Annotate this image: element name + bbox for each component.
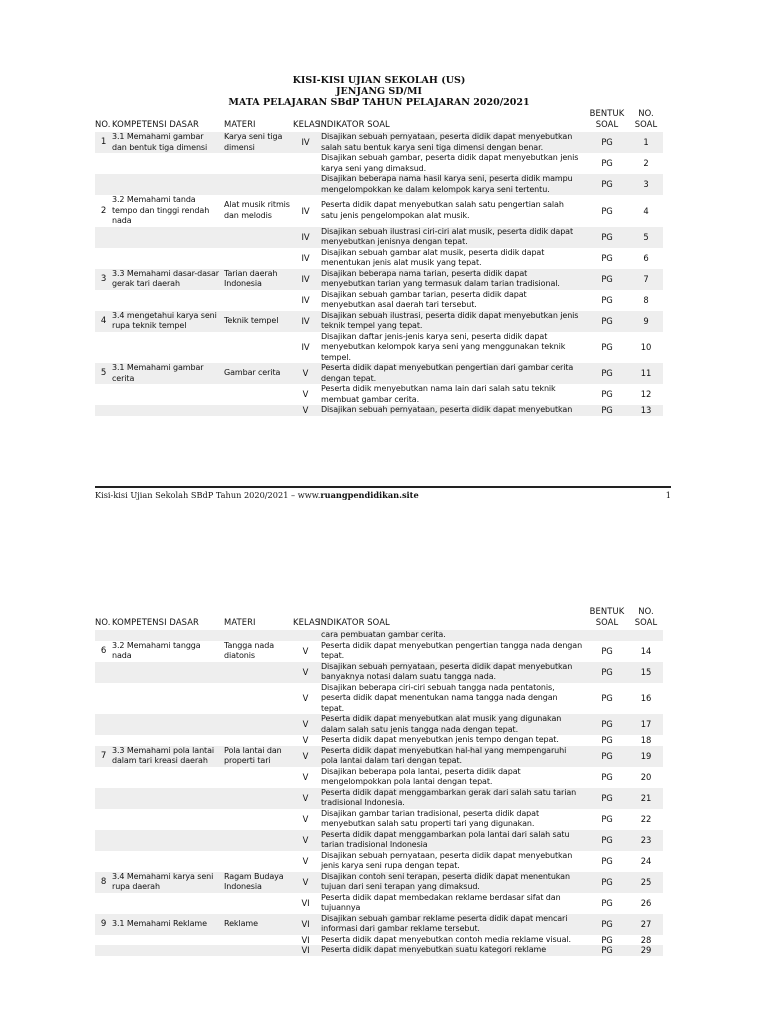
table-row xyxy=(95,332,663,364)
kompetensi-dasar-cell: 3.4 mengetahui karya seni rupa teknik tempel xyxy=(112,311,224,332)
table-row xyxy=(95,767,663,788)
header-indikator-soal: INDIKATOR SOAL xyxy=(318,119,390,129)
no-soal-cell: 2 xyxy=(643,158,649,169)
no-soal-cell: 26 xyxy=(640,897,652,908)
no-soal-cell: 5 xyxy=(629,227,663,248)
no-soal-cell: 29 xyxy=(629,945,663,956)
row-number xyxy=(95,662,112,683)
kompetensi-dasar-cell xyxy=(112,683,224,715)
row-number xyxy=(95,405,112,416)
materi-cell: Karya seni tiga dimensi xyxy=(224,132,293,153)
table-body-page-2 xyxy=(95,630,663,956)
header-bentuk-soal: BENTUK SOAL xyxy=(589,606,625,627)
no-soal-cell: 20 xyxy=(640,771,652,782)
bentuk-soal-cell: PG xyxy=(601,645,613,656)
kelas-cell: IV xyxy=(293,311,318,332)
indikator-cell: Disajikan sebuah ilustrasi ciri-ciri alat musik, peserta didik dapat menyebutkan jenisnya dengan tepat. xyxy=(318,227,585,248)
no-soal-cell: 1 xyxy=(629,132,663,153)
materi-cell xyxy=(224,851,293,872)
kelas-cell: IV xyxy=(301,205,310,216)
indikator-cell: Disajikan sebuah gambar reklame peserta didik dapat mencari informasi dari gambar reklame tersebut. xyxy=(318,914,585,935)
kompetensi-dasar-cell: 3.3 Memahami dasar-dasar gerak tari daerah xyxy=(112,269,224,290)
kelas-cell: VI xyxy=(301,934,310,945)
no-soal-cell: 16 xyxy=(640,693,652,703)
bentuk-soal-cell: PG xyxy=(585,227,629,248)
bentuk-soal-cell: PG xyxy=(601,735,613,745)
table-row xyxy=(95,269,663,290)
table-row xyxy=(95,132,663,153)
footer-site: ruangpendidikan.site xyxy=(320,490,419,500)
indikator-cell: Disajikan beberapa nama hasil karya seni, peserta didik mampu mengelompokkan ke dalam kelompok karya seni tertentu. xyxy=(318,174,585,195)
bentuk-soal-cell: PG xyxy=(585,662,629,683)
bentuk-soal-cell: PG xyxy=(601,934,613,945)
row-number xyxy=(95,809,112,830)
kompetensi-dasar-cell xyxy=(112,851,224,872)
materi-cell xyxy=(224,683,293,715)
materi-cell: Tangga nada diatonis xyxy=(224,640,274,660)
row-number: 4 xyxy=(95,311,112,332)
table-row xyxy=(95,153,663,174)
kelas-cell: V xyxy=(293,714,318,735)
no-soal-cell: 7 xyxy=(629,269,663,290)
kelas-cell: V xyxy=(293,405,318,416)
row-number: 9 xyxy=(95,914,112,935)
kelas-cell: V xyxy=(293,830,318,851)
bentuk-soal-cell: PG xyxy=(585,405,629,416)
table-row xyxy=(95,872,663,893)
materi-cell: Tarian daerah Indonesia xyxy=(224,269,293,290)
row-number xyxy=(95,714,112,735)
materi-cell xyxy=(224,735,293,746)
table-row xyxy=(95,662,663,683)
table-row xyxy=(95,851,663,872)
bentuk-soal-cell: PG xyxy=(585,363,629,384)
bentuk-soal-cell: PG xyxy=(585,269,629,290)
materi-cell xyxy=(224,788,293,809)
header-materi: MATERI xyxy=(224,617,256,627)
kelas-cell: IV xyxy=(301,342,310,352)
materi-cell xyxy=(224,227,293,248)
kompetensi-dasar-cell xyxy=(112,630,224,641)
table-body-page-1 xyxy=(95,132,663,416)
indikator-cell: Peserta didik dapat menyebutkan pengertian tangga nada dengan tepat. xyxy=(321,640,583,660)
bentuk-soal-cell: PG xyxy=(585,174,629,195)
kompetensi-dasar-cell xyxy=(112,735,224,746)
no-soal-cell: 17 xyxy=(629,714,663,735)
materi-cell xyxy=(224,714,293,735)
row-number: 2 xyxy=(100,205,107,216)
indikator-cell: Peserta didik menyebutkan nama lain dari salah satu teknik membuat gambar cerita. xyxy=(321,384,556,404)
page-2 xyxy=(95,606,663,956)
kompetensi-dasar-cell xyxy=(112,248,224,269)
row-number: 7 xyxy=(95,746,112,767)
kompetensi-dasar-cell xyxy=(112,662,224,683)
bentuk-soal-cell: PG xyxy=(585,872,629,893)
no-soal-cell: 22 xyxy=(640,813,652,824)
indikator-cell: Disajikan gambar tarian tradisional, peserta didik dapat menyebutkan salah satu properti tari yang digunakan. xyxy=(321,808,539,828)
kelas-cell xyxy=(293,630,318,641)
table-row xyxy=(95,290,663,311)
header-kelas: KELAS xyxy=(293,617,321,627)
header-indikator-soal: INDIKATOR SOAL xyxy=(318,617,390,627)
kisi-kisi-table-page-1 xyxy=(95,108,663,416)
row-number: 5 xyxy=(95,363,112,384)
bentuk-soal-cell: PG xyxy=(585,914,629,935)
no-soal-cell: 21 xyxy=(629,788,663,809)
bentuk-soal-cell: PG xyxy=(585,311,629,332)
table-row xyxy=(95,714,663,735)
kelas-cell: V xyxy=(302,771,309,782)
kompetensi-dasar-cell: 3.2 Memahami tangga nada xyxy=(112,640,201,660)
header-materi: MATERI xyxy=(224,119,256,129)
bentuk-soal-cell: PG xyxy=(585,714,629,735)
materi-cell xyxy=(224,174,293,195)
materi-cell: Gambar cerita xyxy=(224,363,293,384)
header-bentuk-soal: BENTUK SOAL xyxy=(589,108,625,129)
title-line: JENJANG SD/MI xyxy=(336,86,422,97)
kompetensi-dasar-cell xyxy=(112,227,224,248)
no-soal-cell: 10 xyxy=(640,342,652,352)
no-soal-cell: 25 xyxy=(629,872,663,893)
indikator-cell: Peserta didik dapat menyebutkan jenis tempo dengan tepat. xyxy=(321,735,559,744)
kelas-cell: V xyxy=(293,872,318,893)
no-soal-cell: 13 xyxy=(629,405,663,416)
kompetensi-dasar-cell xyxy=(112,945,224,956)
indikator-cell: Disajikan contoh seni terapan, peserta didik dapat menentukan tujuan dari seni terapan yang dimaksud. xyxy=(318,872,585,893)
row-number xyxy=(95,630,112,641)
header-no: NO. xyxy=(95,617,111,627)
row-number xyxy=(95,290,112,311)
table-row xyxy=(95,914,663,935)
materi-cell: Pola lantai dan properti tari xyxy=(224,746,293,767)
materi-cell xyxy=(224,767,293,788)
kompetensi-dasar-cell xyxy=(112,830,224,851)
table-row xyxy=(95,363,663,384)
materi-cell xyxy=(224,248,293,269)
header-kompetensi-dasar: KOMPETENSI DASAR xyxy=(112,119,199,129)
table-header-row xyxy=(95,606,663,630)
kompetensi-dasar-cell xyxy=(112,174,224,195)
kompetensi-dasar-cell: 3.1 Memahami gambar dan bentuk tiga dimensi xyxy=(112,132,224,153)
table-row xyxy=(95,809,663,830)
no-soal-cell: 15 xyxy=(629,662,663,683)
table-row xyxy=(95,935,663,946)
kelas-cell: V xyxy=(302,735,309,745)
kompetensi-dasar-cell: 3.1 Memahami Reklame xyxy=(112,914,224,935)
no-soal-cell: 6 xyxy=(643,252,649,263)
kompetensi-dasar-cell xyxy=(112,405,224,416)
row-number: 8 xyxy=(95,872,112,893)
bentuk-soal-cell: PG xyxy=(585,788,629,809)
bentuk-soal-cell: PG xyxy=(601,205,613,216)
bentuk-soal-cell: PG xyxy=(585,830,629,851)
table-row xyxy=(95,405,663,416)
header-no-soal: NO. SOAL xyxy=(634,606,658,627)
row-number xyxy=(95,830,112,851)
row-number: 6 xyxy=(100,645,107,656)
materi-cell xyxy=(224,630,293,641)
no-soal-cell: 28 xyxy=(640,934,652,945)
materi-cell xyxy=(224,662,293,683)
materi-cell xyxy=(224,153,293,174)
indikator-cell: Peserta didik dapat menggambarkan gerak dari salah satu tarian tradisional Indonesia. xyxy=(318,788,585,809)
table-row xyxy=(95,641,663,662)
kelas-cell: V xyxy=(302,693,309,703)
bentuk-soal-cell: PG xyxy=(601,389,613,400)
row-number xyxy=(95,153,112,174)
row-number xyxy=(95,174,112,195)
no-soal-cell: 18 xyxy=(640,735,652,745)
no-soal-cell: 23 xyxy=(629,830,663,851)
table-row xyxy=(95,945,663,956)
table-row xyxy=(95,195,663,227)
header-no: NO. xyxy=(95,119,111,129)
kompetensi-dasar-cell xyxy=(112,788,224,809)
kelas-cell: VI xyxy=(293,914,318,935)
indikator-cell: Peserta didik dapat menyebutkan alat musik yang digunakan dalam salah satu jenis tangga nada dengan tepat. xyxy=(318,714,585,735)
kelas-cell: VI xyxy=(301,897,310,908)
indikator-cell: cara pembuatan gambar cerita. xyxy=(318,630,585,641)
kompetensi-dasar-cell xyxy=(112,153,224,174)
kompetensi-dasar-cell: 3.4 Memahami karya seni rupa daerah xyxy=(112,872,224,893)
footer-page-number: 1 xyxy=(665,490,671,500)
indikator-cell: Disajikan sebuah pernyataan, peserta didik dapat menyebutkan banyaknya notasi dalam suatu tangga nada. xyxy=(318,662,585,683)
indikator-cell: Peserta didik dapat menggambarkan pola lantai dari salah satu tarian tradisional Indonesia xyxy=(318,830,585,851)
row-number: 3 xyxy=(95,269,112,290)
bentuk-soal-cell: PG xyxy=(601,813,613,824)
header-kelas: KELAS xyxy=(293,119,321,129)
bentuk-soal-cell: PG xyxy=(601,897,613,908)
materi-cell: Ragam Budaya Indonesia xyxy=(224,872,293,893)
indikator-cell: Disajikan beberapa nama tarian, peserta didik dapat menyebutkan tarian yang termasuk dalam tarian tradisional. xyxy=(318,269,585,290)
no-soal-cell xyxy=(629,630,663,641)
kompetensi-dasar-cell: 3.3 Memahami pola lantai dalam tari kreasi daerah xyxy=(112,746,224,767)
indikator-cell: Peserta didik dapat menyebutkan salah satu pengertian salah satu jenis pengelompokan alat musik. xyxy=(321,200,564,220)
kompetensi-dasar-cell xyxy=(112,714,224,735)
table-row xyxy=(95,248,663,269)
kompetensi-dasar-cell: 3.2 Memahami tanda tempo dan tinggi rendah nada xyxy=(112,195,210,225)
kelas-cell: IV xyxy=(293,269,318,290)
materi-cell xyxy=(224,945,293,956)
row-number xyxy=(95,788,112,809)
table-row xyxy=(95,746,663,767)
kelas-cell: IV xyxy=(301,252,310,263)
indikator-cell: Peserta didik dapat menyebutkan contoh media reklame visual. xyxy=(321,934,571,944)
materi-cell xyxy=(224,405,293,416)
indikator-cell: Disajikan beberapa pola lantai, peserta didik dapat mengelompokkan pola lantai dengan tepat. xyxy=(321,766,521,786)
table-header-row xyxy=(95,108,663,132)
indikator-cell: Disajikan sebuah gambar tarian, peserta didik dapat menyebutkan asal daerah tari tersebut. xyxy=(321,289,527,309)
kompetensi-dasar-cell xyxy=(112,290,224,311)
kelas-cell: V xyxy=(302,855,309,866)
bentuk-soal-cell: PG xyxy=(585,945,629,956)
header-no-soal: NO. SOAL xyxy=(634,108,658,129)
kelas-cell xyxy=(293,174,318,195)
table-row xyxy=(95,227,663,248)
kelas-cell: V xyxy=(302,645,309,656)
no-soal-cell: 11 xyxy=(629,363,663,384)
indikator-cell: Peserta didik dapat menyebutkan suatu kategori reklame xyxy=(318,945,585,956)
bentuk-soal-cell: PG xyxy=(601,158,613,169)
indikator-cell: Disajikan sebuah gambar, peserta didik dapat menyebutkan jenis karya seni yang dimaksud. xyxy=(321,153,579,173)
kelas-cell: VI xyxy=(293,945,318,956)
no-soal-cell: 24 xyxy=(640,855,652,866)
bentuk-soal-cell: PG xyxy=(585,746,629,767)
kompetensi-dasar-cell xyxy=(112,767,224,788)
no-soal-cell: 4 xyxy=(643,205,649,216)
indikator-cell: Disajikan sebuah gambar alat musik, peserta didik dapat menentukan jenis alat musik yang tepat. xyxy=(321,247,545,267)
bentuk-soal-cell: PG xyxy=(601,342,613,352)
kompetensi-dasar-cell xyxy=(112,893,224,914)
no-soal-cell: 12 xyxy=(640,389,652,400)
indikator-cell: Disajikan beberapa ciri-ciri sebuah tangga nada pentatonis, peserta didik dapat menentukan nama tangga nada dengan tepat. xyxy=(321,682,558,713)
row-number xyxy=(95,735,112,746)
table-row xyxy=(95,788,663,809)
no-soal-cell: 19 xyxy=(629,746,663,767)
kelas-cell: IV xyxy=(301,294,310,305)
row-number xyxy=(95,227,112,248)
materi-cell: Alat musik ritmis dan melodis xyxy=(224,200,290,220)
page-1 xyxy=(95,75,663,416)
materi-cell: Reklame xyxy=(224,914,293,935)
materi-cell xyxy=(224,830,293,851)
materi-cell xyxy=(224,935,293,946)
indikator-cell: Peserta didik dapat menyebutkan pengertian dari gambar cerita dengan tepat. xyxy=(318,363,585,384)
no-soal-cell: 27 xyxy=(629,914,663,935)
kisi-kisi-table-page-2 xyxy=(95,606,663,956)
row-number xyxy=(95,332,112,364)
row-number xyxy=(95,683,112,715)
kelas-cell: V xyxy=(302,813,309,824)
bentuk-soal-cell: PG xyxy=(585,132,629,153)
bentuk-soal-cell: PG xyxy=(601,252,613,263)
indikator-cell: Peserta didik dapat menyebutkan hal-hal yang mempengaruhi pola lantai dalam tari dengan tepat. xyxy=(318,746,585,767)
bentuk-soal-cell: PG xyxy=(601,771,613,782)
bentuk-soal-cell xyxy=(585,630,629,641)
table-row xyxy=(95,174,663,195)
row-number xyxy=(95,935,112,946)
row-number xyxy=(95,945,112,956)
table-row xyxy=(95,830,663,851)
no-soal-cell: 9 xyxy=(629,311,663,332)
kelas-cell: V xyxy=(293,788,318,809)
page-footer xyxy=(95,486,671,500)
document-title xyxy=(95,75,663,108)
row-number: 1 xyxy=(95,132,112,153)
indikator-cell: Peserta didik dapat membedakan reklame berdasar sifat dan tujuannya xyxy=(321,892,561,912)
kelas-cell: V xyxy=(302,389,309,400)
row-number xyxy=(95,384,112,405)
kelas-cell: V xyxy=(293,662,318,683)
kompetensi-dasar-cell xyxy=(112,384,224,405)
row-number xyxy=(95,248,112,269)
kompetensi-dasar-cell: 3.1 Memahami gambar cerita xyxy=(112,363,224,384)
materi-cell xyxy=(224,893,293,914)
title-line: MATA PELAJARAN SBdP TAHUN PELAJARAN 2020/2021 xyxy=(228,97,530,108)
indikator-cell: Disajikan sebuah ilustrasi, peserta didik dapat menyebutkan jenis teknik tempel yang tepat. xyxy=(318,311,585,332)
row-number xyxy=(95,851,112,872)
bentuk-soal-cell: PG xyxy=(601,693,613,703)
row-number xyxy=(95,767,112,788)
kompetensi-dasar-cell xyxy=(112,935,224,946)
materi-cell xyxy=(224,332,293,364)
table-row xyxy=(95,735,663,746)
bentuk-soal-cell: PG xyxy=(601,294,613,305)
kelas-cell: IV xyxy=(293,132,318,153)
materi-cell xyxy=(224,809,293,830)
indikator-cell: Disajikan sebuah pernyataan, peserta didik dapat menyebutkan jenis karya seni rupa dengan tepat. xyxy=(321,850,573,870)
indikator-cell: Disajikan sebuah pernyataan, peserta didik dapat menyebutkan salah satu bentuk karya seni tiga dimensi dengan benar. xyxy=(318,132,585,153)
table-row xyxy=(95,893,663,914)
no-soal-cell: 14 xyxy=(640,645,652,656)
materi-cell xyxy=(224,290,293,311)
bentuk-soal-cell: PG xyxy=(601,855,613,866)
kelas-cell: IV xyxy=(293,227,318,248)
kompetensi-dasar-cell xyxy=(112,809,224,830)
materi-cell: Teknik tempel xyxy=(224,311,293,332)
header-kompetensi-dasar: KOMPETENSI DASAR xyxy=(112,617,199,627)
no-soal-cell: 8 xyxy=(643,294,649,305)
kelas-cell: V xyxy=(293,363,318,384)
kompetensi-dasar-cell xyxy=(112,332,224,364)
table-row xyxy=(95,630,663,641)
row-number xyxy=(95,893,112,914)
no-soal-cell: 3 xyxy=(629,174,663,195)
kelas-cell: V xyxy=(293,746,318,767)
indikator-cell: Disajikan sebuah pernyataan, peserta didik dapat menyebutkan xyxy=(318,405,585,416)
table-row xyxy=(95,311,663,332)
indikator-cell: Disajikan daftar jenis-jenis karya seni, peserta didik dapat menyebutkan kelompok karya seni yang menggunakan teknik tempel. xyxy=(321,331,566,362)
title-line: KISI-KISI UJIAN SEKOLAH (US) xyxy=(292,75,466,86)
table-row xyxy=(95,683,663,715)
kelas-cell xyxy=(293,153,318,174)
footer-text: Kisi-kisi Ujian Sekolah SBdP Tahun 2020/2021 – www. xyxy=(95,490,321,500)
materi-cell xyxy=(224,384,293,405)
table-row xyxy=(95,384,663,405)
